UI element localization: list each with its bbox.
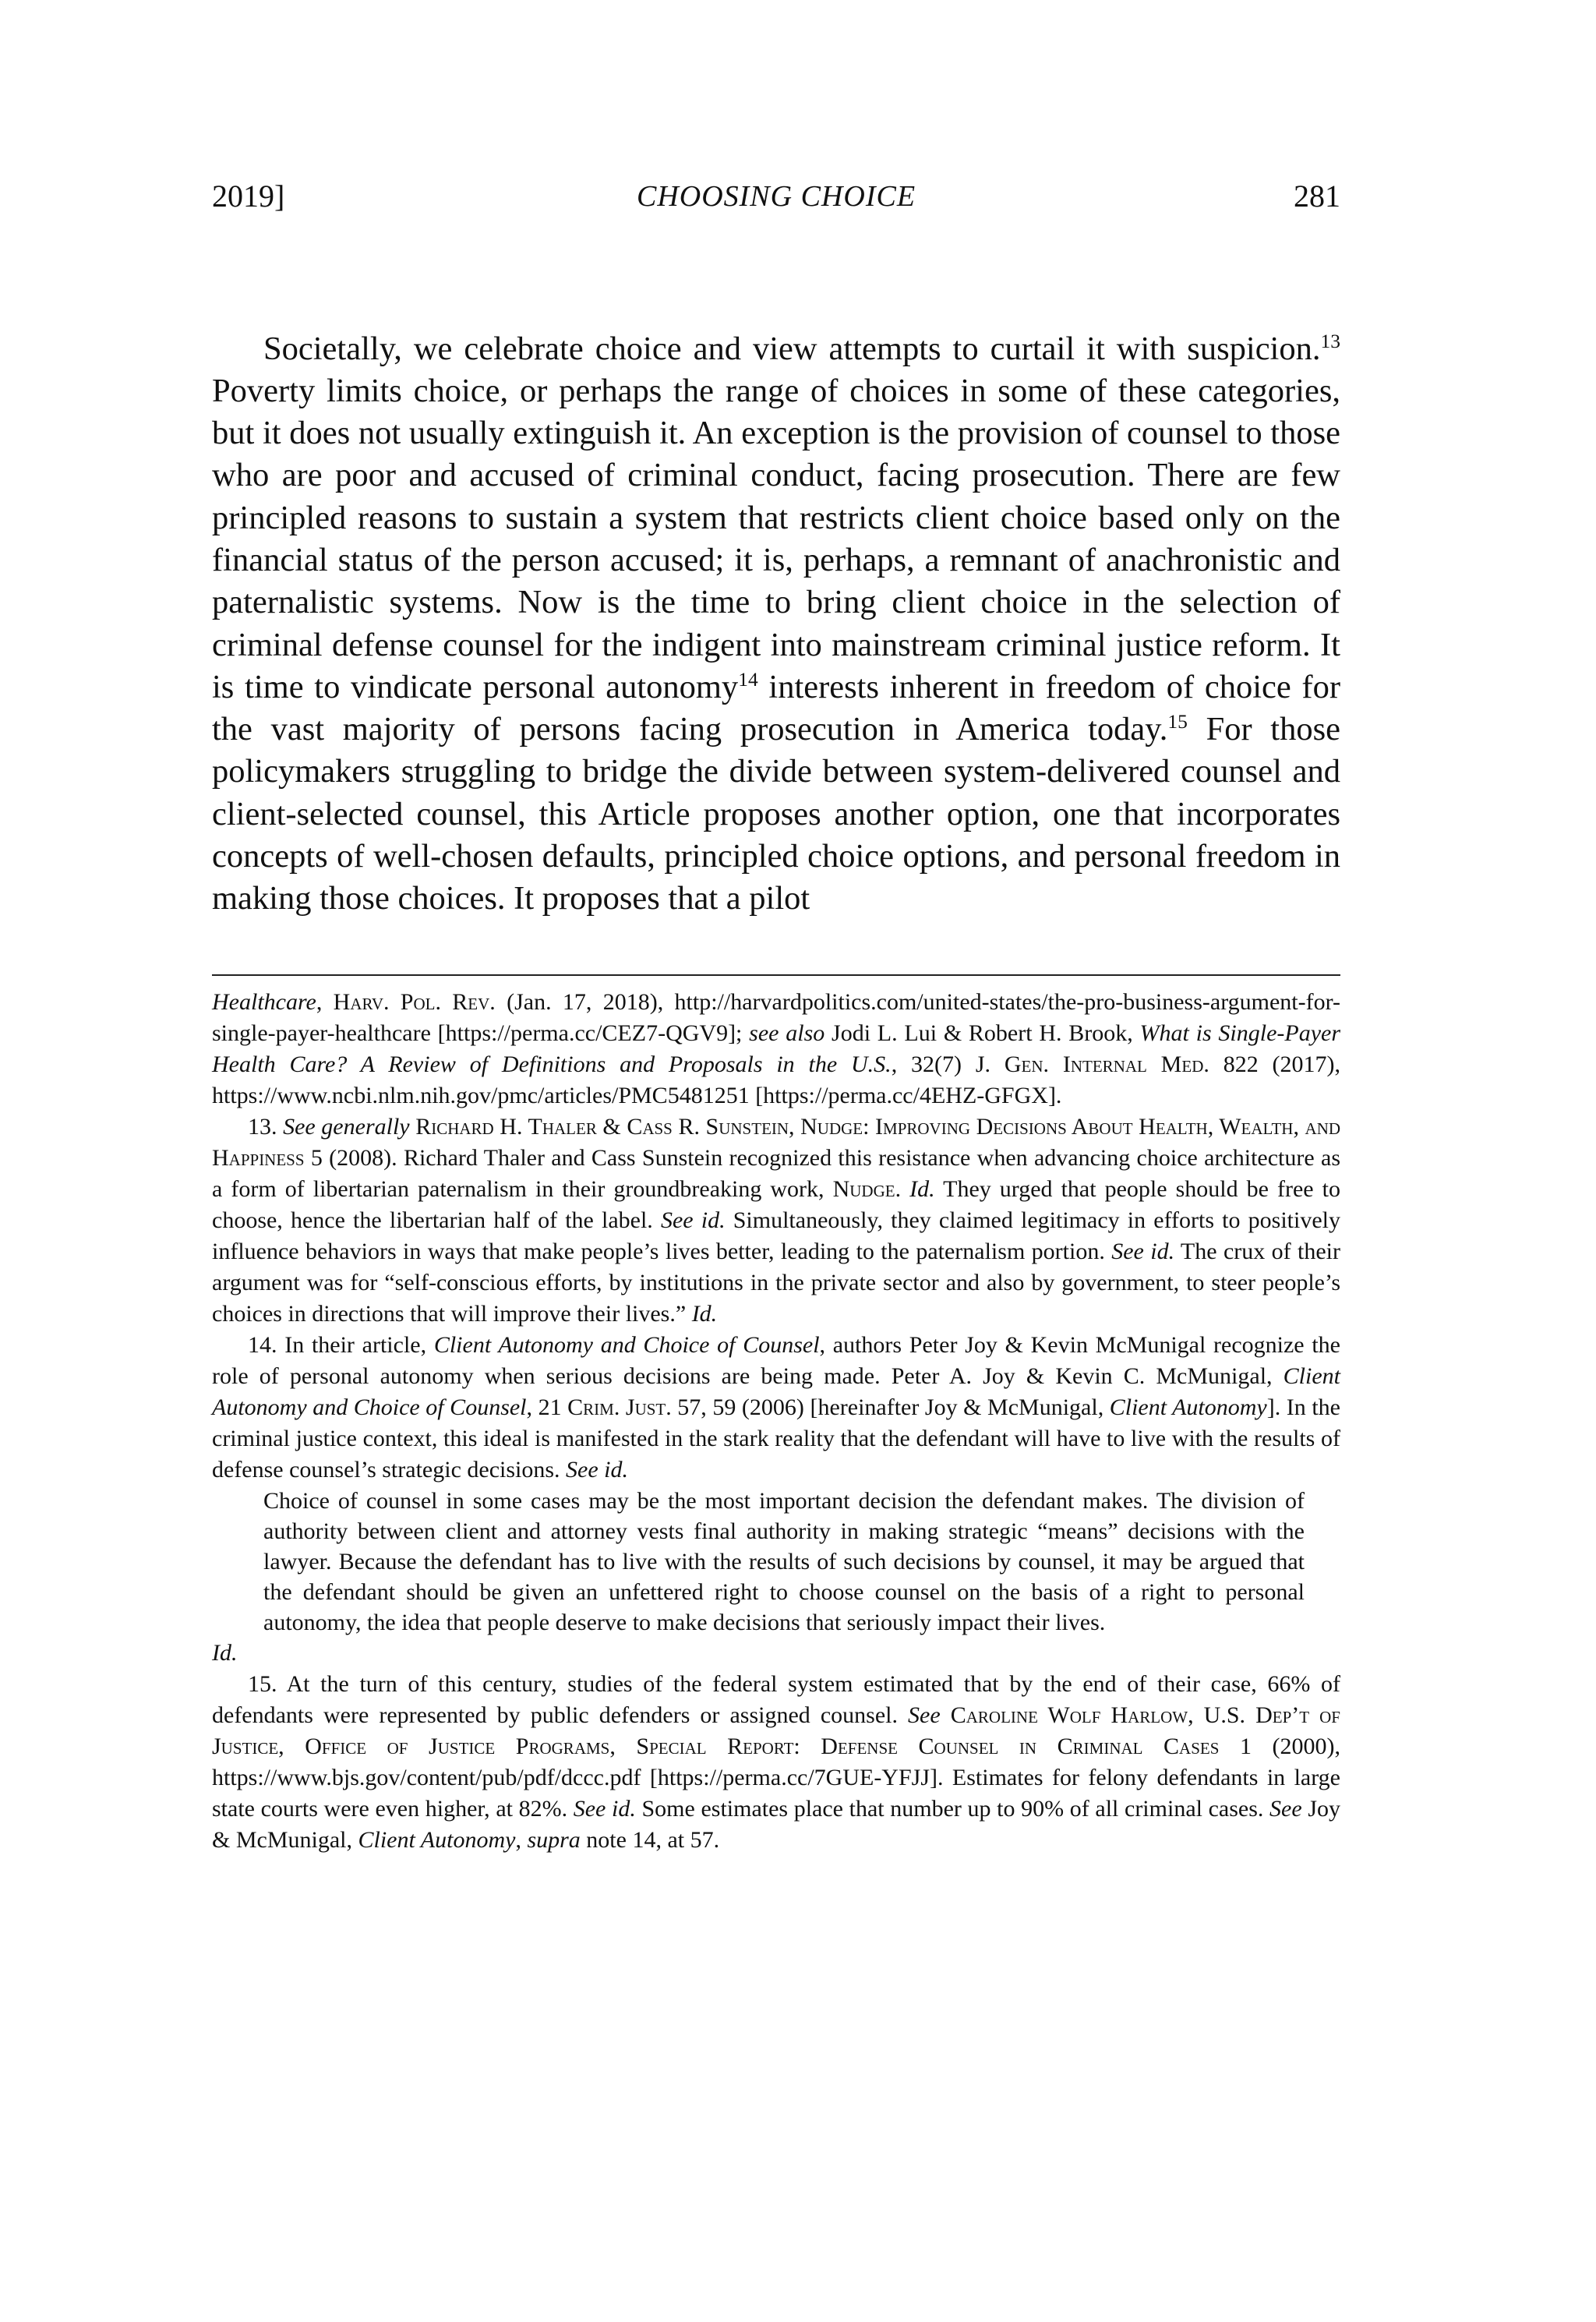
fn-text: 1 (2000), https://www.bjs.gov/content/pub/pdf/dccc.pdf [https://perma.cc/7GUE-YFJJ]. Estimates for felony defendants in large state courts were even higher, at 82%.	[212, 1734, 1341, 1822]
fn-text: see also	[749, 1020, 825, 1046]
fn-text: 57, 59 (2006) [hereinafter Joy & McMunigal,	[671, 1394, 1110, 1420]
page-number: 281	[1294, 178, 1340, 214]
fn-text: See generally	[283, 1114, 410, 1140]
fn-text: ,	[515, 1827, 528, 1853]
fn-text: , authors Peter Joy & Kevin McMunigal recognize the role of personal autonomy when serious decisions are being made. Peter A. Joy & Kevin C. McMunigal,	[212, 1332, 1341, 1389]
fn-text: Caroline Wolf Harlow, U.S. Dep’t of Justice, Office of Justice Programs, Special Report: Defense Counsel in Criminal Cases	[212, 1702, 1340, 1759]
body-text-part: interests inherent in freedom of choice for the vast majority of persons facing prosecution in America today.	[212, 668, 1340, 748]
fn-text: Nudge	[832, 1176, 895, 1202]
fn-text: , 32(7)	[891, 1051, 976, 1077]
footnotes	[212, 987, 1340, 1856]
fn-text: ]. In the criminal justice context, this ideal is manifested in the stark reality that the defendant will have to live with the results of defense counsel’s strategic decisions.	[212, 1394, 1340, 1483]
footnote-ref-15[interactable]: 15	[1167, 710, 1188, 733]
fn-text: 822 (2017), https://www.ncbi.nlm.nih.gov/pmc/articles/PMC5481251 [https://perma.cc/4EHZ-GFGX].	[212, 1051, 1341, 1108]
fn-text: See	[908, 1702, 941, 1728]
running-header	[212, 178, 1340, 224]
footnote-13	[212, 1112, 1340, 1330]
footnote-number: 14.	[248, 1332, 277, 1358]
fn-text: At the turn of this century, studies of the federal system estimated that by the end of their case, 66% of defendants were represented by public defenders or assigned counsel.	[212, 1671, 1340, 1728]
fn-text: In their article,	[284, 1332, 434, 1358]
fn-text: , 21	[526, 1394, 568, 1420]
body-text-part: Societally, we celebrate choice and view attempts to curtail it with suspicion.	[263, 330, 1321, 367]
fn-text: See id.	[566, 1457, 628, 1483]
fn-text: J. Gen. Internal Med.	[975, 1051, 1209, 1077]
footnote-number: 13.	[248, 1114, 277, 1140]
fn-text: See id.	[1111, 1239, 1175, 1264]
fn-text: 5 (2008). Richard Thaler and Cass Sunstein recognized this resistance when advancing choice architecture as a form of libertarian paternalism in their groundbreaking work,	[212, 1145, 1340, 1202]
fn-text: Jodi L. Lui & Robert H. Brook,	[824, 1020, 1140, 1046]
footnote-14	[212, 1330, 1340, 1486]
footnote-12-continued	[212, 987, 1340, 1112]
body-text-part: For those policymakers struggling to bridge the divide between system-delivered counsel and client-selected counsel, this Article proposes another option, one that incorporates concepts of well-chosen defaults, principled choice options, and personal freedom in making those choices. It proposes that a pilot	[212, 711, 1341, 917]
volume-year: 2019]	[212, 178, 285, 214]
fn-text: Richard H. Thaler & Cass R. Sunstein, Nudge: Improving Decisions About Health, Wealth, and Happiness	[212, 1114, 1341, 1171]
fn-text: See	[1269, 1796, 1302, 1822]
footnote-divider	[212, 974, 1340, 976]
fn-text: See id.	[660, 1207, 726, 1233]
fn-text: note 14, at 57.	[580, 1827, 720, 1853]
footnote-ref-13[interactable]: 13	[1320, 329, 1340, 352]
footnote-ref-14[interactable]: 14	[738, 667, 758, 691]
body-text-part: Poverty limits choice, or perhaps the range of choices in some of these categories, but it does not usually extinguish it. An exception is the provision of counsel to those who are poor and accused of criminal conduct, facing prosecution. There are few principled reasons to sustain a system that restricts client choice based only on the financial status of the person accused; it is, perhaps, a remnant of anachronistic and paternalistic systems. Now is the time to bring client choice in the selection of criminal defense counsel for the indigent into mainstream criminal justice reform. It is time to vindicate personal autonomy	[212, 372, 1340, 705]
fn-text: (Jan. 17, 2018), http://harvardpolitics.com/united-states/the-pro-business-argument-for-single-payer-healthcare [https://perma.cc/CEZ7-QGV9];	[212, 989, 1341, 1046]
fn-text: supra	[527, 1827, 581, 1853]
fn-text: What is Single-Payer Health Care? A Review of Definitions and Proposals in the U.S.	[212, 1020, 1340, 1077]
fn-text: Client Autonomy and Choice of Counsel	[433, 1332, 820, 1358]
fn-text: ,	[316, 989, 334, 1015]
fn-text: .	[895, 1176, 910, 1202]
fn-text: Joy & McMunigal,	[212, 1796, 1340, 1853]
footnote-15	[212, 1669, 1340, 1856]
footnote-number: 15.	[248, 1671, 277, 1697]
fn-text: Simultaneously, they claimed legitimacy in efforts to positively influence behaviors in ways that make people’s lives better, leading to the paternalism portion.	[212, 1207, 1340, 1264]
fn-text: Client Autonomy and Choice of Counsel	[212, 1363, 1340, 1420]
fn-text: Crim. Just.	[567, 1394, 672, 1420]
fn-text: Id.	[691, 1301, 718, 1327]
fn-text: They urged that people should be free to choose, hence the libertarian half of the label.	[212, 1176, 1340, 1233]
block-quote-cite: Id.	[212, 1640, 238, 1666]
fn-text: Client Autonomy	[358, 1827, 516, 1853]
fn-text: Id.	[909, 1176, 935, 1202]
block-quote: Choice of counsel in some cases may be the most important decision the defendant makes. The division of authority between client and attorney vests final authority in making strategic “means” decisions with the lawyer. Because the defendant has to live with the results of such decisions by counsel, it may be argued that the defendant should be given an unfettered right to choose counsel on the basis of a right to personal autonomy, the idea that people deserve to make decisions that seriously impact their lives.	[263, 1488, 1305, 1635]
fn-text: Harv. Pol. Rev.	[333, 989, 496, 1015]
body-paragraph	[212, 328, 1340, 921]
fn-text: Healthcare	[212, 989, 316, 1015]
fn-text: The crux of their argument was for “self-conscious efforts, by institutions in the private sector and also by government, to steer people’s choices in directions that will improve their lives.”	[212, 1239, 1340, 1327]
running-title: CHOOSING CHOICE	[636, 180, 916, 213]
fn-text: See id.	[573, 1796, 636, 1822]
fn-text: Some estimates place that number up to 90% of all criminal cases.	[635, 1796, 1270, 1822]
fn-text: Client Autonomy	[1109, 1394, 1267, 1420]
